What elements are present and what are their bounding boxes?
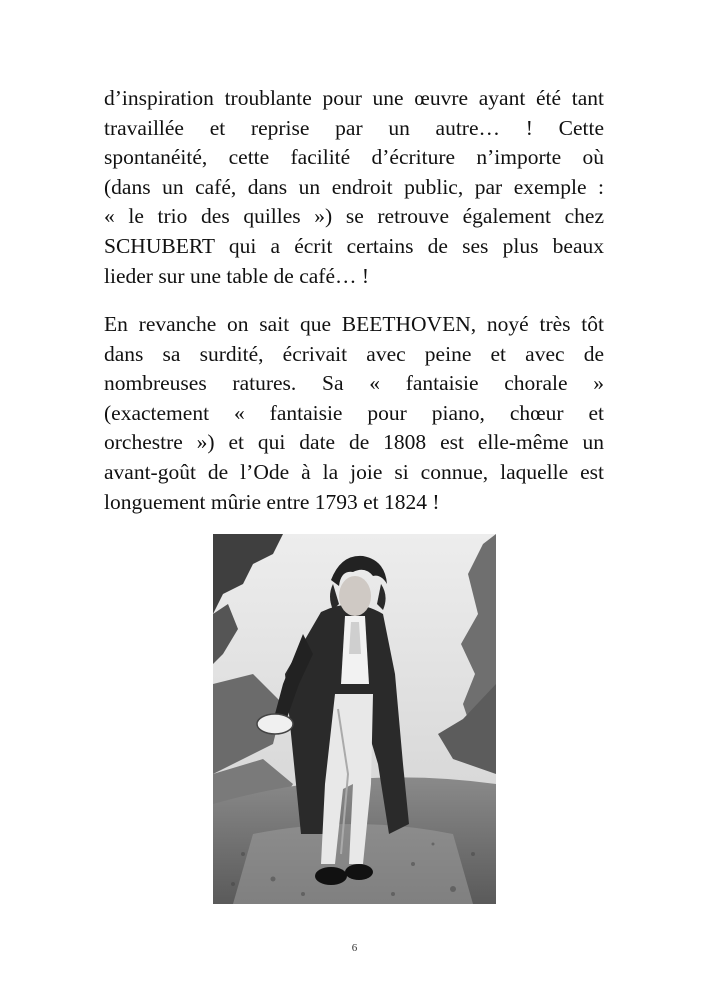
text-line: (dans un café, dans un endroit public, par exemple :	[104, 174, 604, 199]
text-line: SCHUBERT qui a écrit certains de ses plus beaux	[104, 233, 604, 258]
portrait-image	[213, 534, 496, 904]
paragraph-2	[104, 310, 604, 517]
text-line: En revanche on sait que BEETHOVEN, noyé très tôt	[104, 312, 604, 336]
page-number: 6	[351, 942, 358, 954]
paragraph-1	[104, 84, 604, 291]
text-line: orchestre ») et qui date de 1808 est elle-même un	[104, 430, 604, 455]
text-line: (exactement « fantaisie pour piano, chœur et	[104, 400, 604, 425]
beethoven-illustration	[213, 534, 496, 904]
text-line: nombreuses ratures. Sa « fantaisie chorale »	[104, 371, 604, 396]
text-line: avant-goût de l’Ode à la joie si connue, laquelle est	[104, 459, 604, 484]
text-line: dans sa surdité, écrivait avec peine et avec de	[104, 341, 604, 366]
text-line: spontanéité, cette facilité d’écriture n’importe où	[104, 145, 604, 170]
text-line: « le trio des quilles ») se retrouve également chez	[104, 204, 604, 229]
text-line: d’inspiration troublante pour une œuvre ayant été tant	[104, 86, 604, 110]
text-line: travaillée et reprise par un autre… ! Cette	[104, 115, 604, 140]
text-line: longuement mûrie entre 1793 et 1824 !	[104, 489, 440, 514]
text-line: lieder sur une table de café… !	[104, 263, 370, 288]
